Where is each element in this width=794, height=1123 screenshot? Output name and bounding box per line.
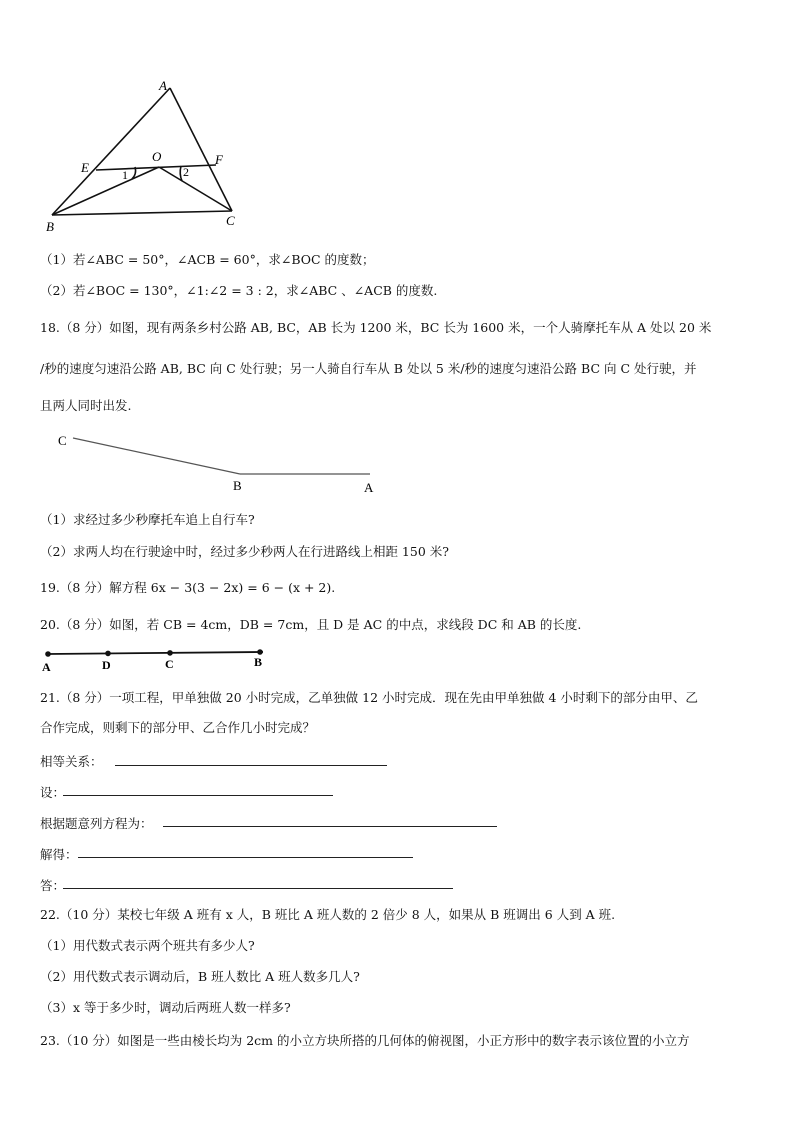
road-figure [55,430,385,495]
label-C: C [226,213,235,228]
q17-part1: （1）若∠ABC = 50°，∠ACB = 60°，求∠BOC 的度数； [40,252,375,267]
q18-line1: 18.（8 分）如图，现有两条乡村公路 AB, BC，AB 长为 1200 米，BC 长为 1600 米，一个人骑摩托车从 A 处以 20 米 [40,320,712,335]
q23-text: 23.（10 分）如图是一些由棱长均为 2cm 的小立方块所搭的几何体的俯视图，小正方形中的数字表示该位置的小立方 [40,1033,690,1048]
segment-figure [38,646,278,676]
seg-label-A: A [42,660,51,674]
q19-text: 19.（8 分）解方程 6x − 3(3 − 2x) = 6 − (x + 2). [40,580,336,595]
road-label-A: A [364,480,374,495]
label-angle1: 1 [122,168,128,182]
q21-equation-label: 根据题意列方程为： [40,816,153,831]
q21-let-label: 设： [40,785,66,800]
q21-relation-blank[interactable] [115,765,387,766]
label-F: F [215,152,223,167]
seg-label-C: C [165,657,174,671]
triangle-figure [40,78,250,238]
q21-line1: 21.（8 分）一项工程，甲单独做 20 小时完成，乙单独做 12 小时完成．现在先由甲单独做 4 小时剩下的部分由甲、乙 [40,690,698,705]
q21-relation-label: 相等关系： [40,754,103,769]
seg-label-B: B [254,655,263,669]
q18-part1: （1）求经过多少秒摩托车追上自行车? [40,512,255,527]
q22-part1: （1）用代数式表示两个班共有多少人? [40,938,255,953]
q22-part2: （2）用代数式表示调动后，B 班人数比 A 班人数多几人? [40,969,360,984]
seg-label-D: D [102,658,111,672]
q17-part2: （2）若∠BOC = 130°，∠1:∠2 = 3 : 2，求∠ABC 、∠ACB 的度数. [40,283,438,298]
q21-let-blank[interactable] [63,795,333,796]
label-angle2: 2 [183,165,189,179]
road-label-C: C [58,433,67,448]
label-A: A [159,78,167,93]
q20-text: 20.（8 分）如图，若 CB = 4cm，DB = 7cm，且 D 是 AC 的中点，求线段 DC 和 AB 的长度. [40,617,582,632]
q21-solution-blank[interactable] [78,857,413,858]
label-O: O [152,149,162,164]
q21-equation-blank[interactable] [163,826,497,827]
q18-part2: （2）求两人均在行驶途中时，经过多少秒两人在行进路线上相距 150 米? [40,544,449,559]
q18-line3: 且两人同时出发. [40,398,132,413]
q21-answer-label: 答： [40,878,66,893]
q22-part3: （3）x 等于多少时，调动后两班人数一样多? [40,1000,291,1015]
q18-line2: /秒的速度匀速沿公路 AB, BC 向 C 处行驶；另一人骑自行车从 B 处以 5 米/秒的速度匀速沿公路 BC 向 C 处行驶，并 [40,361,697,376]
q21-solution-label: 解得： [40,847,78,862]
q21-line2: 合作完成，则剩下的部分甲、乙合作几小时完成？ [40,720,316,735]
label-E: E [81,160,89,175]
label-B: B [46,219,54,234]
q21-answer-blank[interactable] [63,888,453,889]
road-label-B: B [233,478,242,493]
q22-text: 22.（10 分）某校七年级 A 班有 x 人，B 班比 A 班人数的 2 倍少 8 人，如果从 B 班调出 6 人到 A 班. [40,907,616,922]
